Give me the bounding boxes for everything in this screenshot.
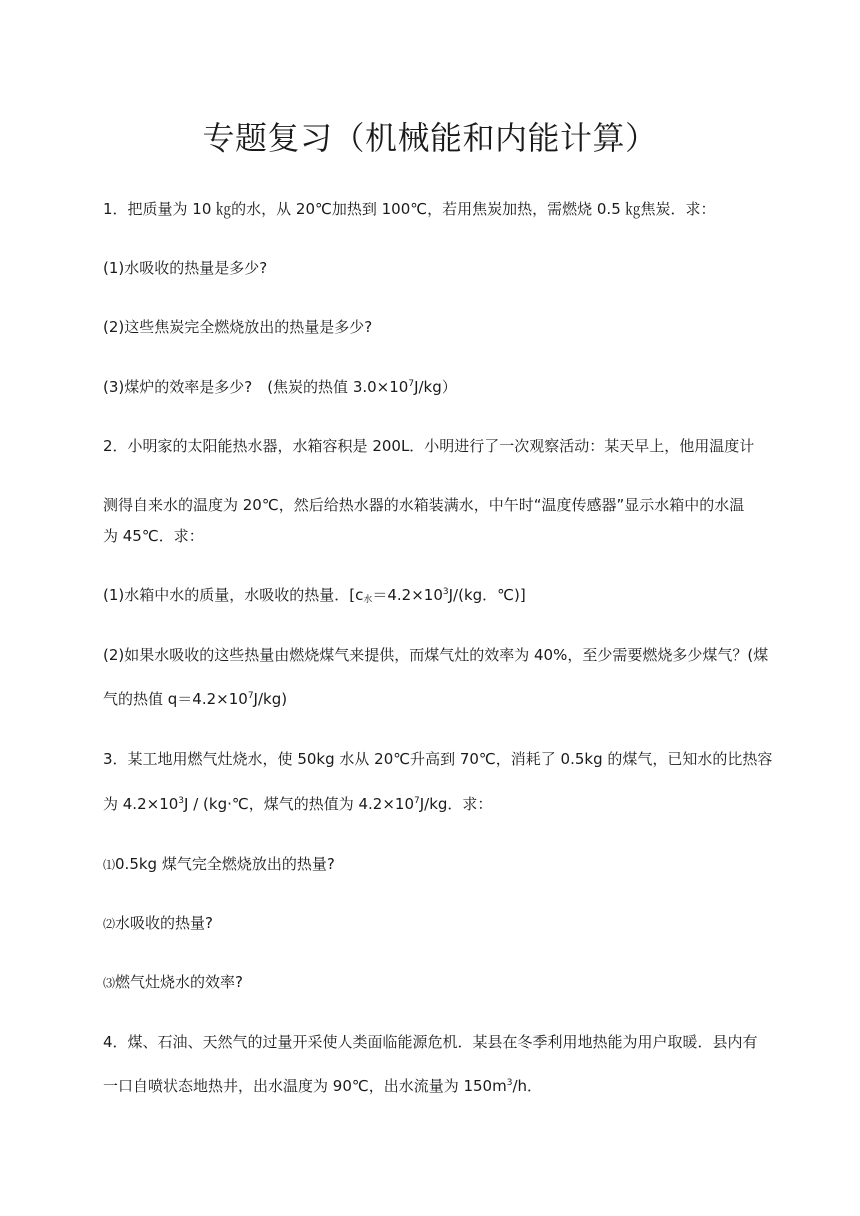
q3-stem-text-c: J/kg．求： [419,795,493,813]
q3-stem-exponent-1: 3 [178,796,185,806]
question-2-stem-line-1: 2．小明家的太阳能热水器，水箱容积是 200L．小明进行了一次观察活动：某天早上，他用温度计 [103,437,755,455]
q3-p1-text: 0.5kg 煤气完全燃烧放出的热量? [115,855,335,873]
q2-p2-exponent: 7 [247,691,254,701]
q2-p1-value: ＝4.2×10 [372,586,443,604]
q4-stem-unit: /h． [512,1077,543,1095]
q2-p2-unit: J/kg) [253,690,288,708]
page-title: 专题复习（机械能和内能计算） [202,119,658,157]
question-2-part-2-line-2 [103,688,763,710]
question-3-part-1 [103,853,763,876]
question-1-part-2: (2)这些焦炭完全燃烧放出的热量是多少? [103,318,373,336]
q2-p2-text: 气的热值 q＝4.2×10 [103,690,248,708]
question-1-part-1: (1)水吸收的热量是多少? [103,259,268,277]
q1-p3-exponent: 7 [408,379,415,389]
question-2-stem-line-2: 测得自来水的温度为 20℃，然后给热水器的水箱装满水，中午时“温度传感器”显示水箱中的水温 [103,496,745,514]
q2-p1-subscript: 水 [363,595,373,605]
question-4-stem-line-1: 4．煤、石油、天然气的过量开采使人类面临能源危机．某县在冬季利用地热能为用户取暖．县内有 [103,1033,758,1051]
q2-p1-exponent: 3 [442,587,449,597]
question-1-stem: 1．把质量为 10 ㎏的水，从 20℃加热到 100℃，若用焦炭加热，需燃烧 0.5 ㎏焦炭．求： [103,200,716,218]
q4-stem-exponent: 3 [506,1078,513,1088]
question-2-part-2-line-1: (2)如果水吸收的这些热量由燃烧煤气来提供，而煤气灶的效率为 40%，至少需要燃烧多少煤气？(煤 [103,646,769,664]
q3-stem-text-a: 为 4.2×10 [103,795,179,813]
q1-p3-text: (3)煤炉的效率是多少? (焦炭的热值 3.0×10 [103,378,409,396]
question-3-stem-line-2 [103,793,763,815]
question-1-part-3 [103,376,763,398]
question-4-stem-line-2 [103,1075,763,1097]
question-3-part-2 [103,912,763,935]
q3-p2-text: 水吸收的热量? [115,914,213,932]
question-2-stem-line-3: 为 45℃．求： [103,527,204,545]
question-3-part-3 [103,971,763,994]
q3-stem-text-b: J / (kg·℃，煤气的热值为 4.2×10 [184,795,414,813]
q2-p1-text: (1)水箱中水的质量，水吸收的热量．[c [103,586,364,604]
q4-stem-text: 一口自喷状态地热井，出水温度为 90℃，出水流量为 150m [103,1077,507,1095]
q2-p1-unit: J/(kg．℃)] [448,586,526,604]
question-3-stem-line-1: 3．某工地用燃气灶烧水，使 50kg 水从 20℃升高到 70℃，消耗了 0.5kg 的煤气，已知水的比热容 [103,750,773,768]
q3-p3-text: 燃气灶烧水的效率? [115,973,243,991]
q3-p1-number: ⑴ [103,858,116,872]
q3-p3-number: ⑶ [103,976,116,990]
q3-p2-number: ⑵ [103,917,116,931]
q1-p3-unit: J/kg） [414,378,457,396]
question-2-part-1 [103,584,763,606]
q3-stem-exponent-2: 7 [413,796,420,806]
